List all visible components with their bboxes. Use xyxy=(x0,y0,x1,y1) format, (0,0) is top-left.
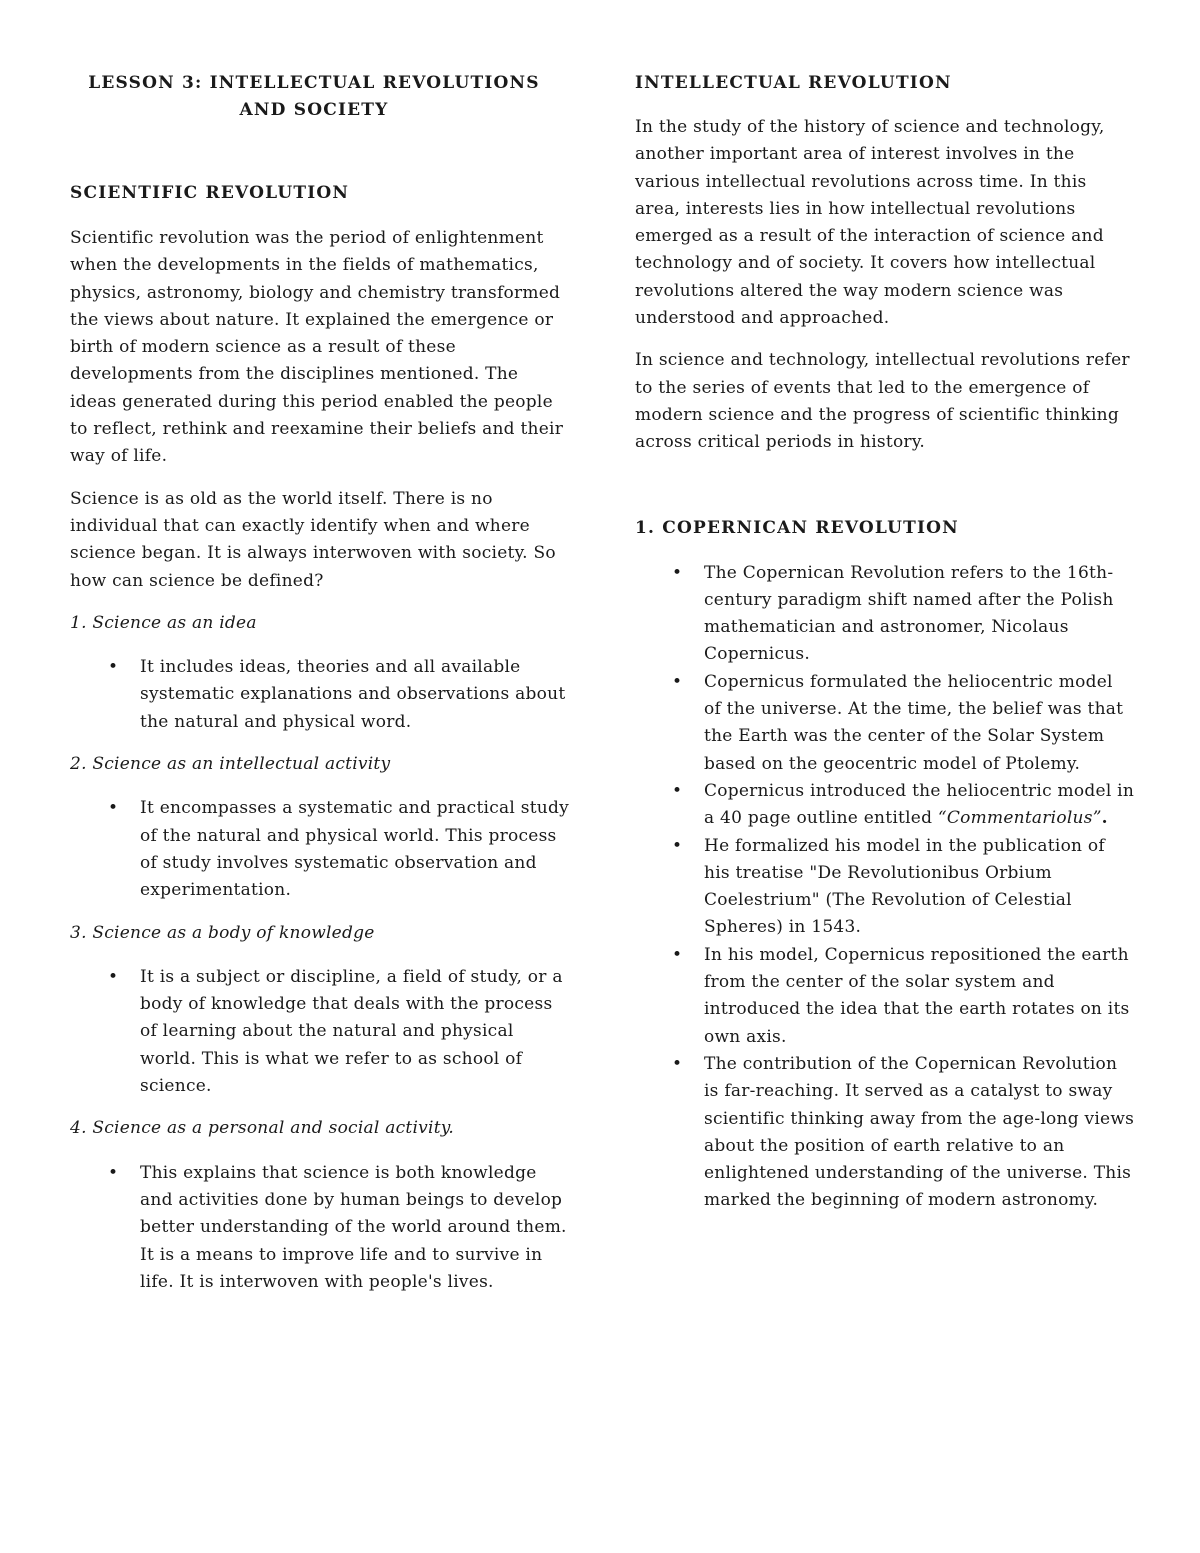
copernican-bullet-3-text: Copernicus introduced the heliocentric model in a 40 page outline entitled xyxy=(704,780,1135,829)
right-column xyxy=(635,70,1135,1215)
copernican-bullet-4: • He formalized his model in the publication of his treatise "De Revolutionibus Orbium Coelestrium" (The Revolution of Celestial Spheres) in 1543. xyxy=(634,833,1135,942)
definition-4-bullet: • This explains that science is both knowledge and activities done by human beings to develop better understanding of the world around them. It is a means to improve life and to survive in life. It is interwoven with people's lives. xyxy=(70,1160,570,1296)
copernican-bullet-1: • The Copernican Revolution refers to the 16th-century paradigm shift named after the Polish mathematician and astronomer, Nicolaus Copernicus. xyxy=(634,560,1135,669)
definition-2-list xyxy=(70,795,570,904)
copernican-bullet-5: • In his model, Copernicus repositioned the earth from the center of the solar system and introduced the idea that the earth rotates on its own axis. xyxy=(634,942,1135,1051)
scientific-revolution-paragraph: Scientific revolution was the period of enlightenment when the developments in the fields of mathematics, physics, astronomy, biology and chemistry transformed the views about nature. It explained the emergence or birth of modern science as a result of these developments from the disciplines mentioned. The ideas generated during this period enabled the people to reflect, rethink and reexamine their beliefs and their way of life. xyxy=(70,228,564,467)
commentariolus-title: “Commentariolus” xyxy=(937,808,1102,829)
copernican-bullet-6: • The contribution of the Copernican Revolution is far-reaching. It served as a catalyst to sway scientific thinking away from the age-long views about the position of earth relative to an enlightened understanding of the universe. This marked the beginning of modern astronomy. xyxy=(634,1051,1135,1215)
definition-heading-4: 4. Science as a personal and social activity. xyxy=(70,1118,455,1139)
lesson-title-line-2: AND SOCIETY xyxy=(239,100,389,120)
intellectual-revolution-paragraph-1: In the study of the history of science and technology, another important area of interest involves in the various intellectual revolutions across time. In this area, interests lies in how intellectual revolutions emerged as a result of the interaction of science and technology and of society. It covers how intellectual revolutions altered the way modern science was understood and approached. xyxy=(635,117,1105,329)
definition-1-bullet: • It includes ideas, theories and all available systematic explanations and observations about the natural and physical word. xyxy=(70,654,570,736)
definition-3-list xyxy=(70,964,570,1100)
copernican-bullet-list xyxy=(634,560,1135,1215)
copernican-bullet-3 xyxy=(634,778,1135,833)
lesson-title-line-1: LESSON 3: INTELLECTUAL REVOLUTIONS xyxy=(88,73,540,93)
copernican-revolution-heading: 1. COPERNICAN REVOLUTION xyxy=(635,517,959,538)
definition-3-bullet: • It is a subject or discipline, a field of study, or a body of knowledge that deals with the process of learning about the natural and physical world. This is what we refer to as school of science. xyxy=(70,964,570,1100)
definition-heading-3: 3. Science as a body of knowledge xyxy=(70,922,375,943)
definition-4-list xyxy=(70,1160,570,1296)
lesson-title xyxy=(70,70,570,124)
definition-1-list xyxy=(70,654,570,736)
left-column xyxy=(70,70,570,1296)
copernican-bullet-2: • Copernicus formulated the heliocentric model of the universe. At the time, the belief was that the Earth was the center of the Solar System based on the geocentric model of Ptolemy. xyxy=(634,669,1135,778)
science-origin-paragraph: Science is as old as the world itself. There is no individual that can exactly identify when and where science began. It is always interwoven with society. So how can science be defined? xyxy=(70,488,556,591)
scientific-revolution-heading: SCIENTIFIC REVOLUTION xyxy=(70,183,350,203)
intellectual-revolution-paragraph-2: In science and technology, intellectual revolutions refer to the series of events that led to the emergence of modern science and the progress of scientific thinking across critical periods in history. xyxy=(635,350,1130,453)
definition-heading-1: 1. Science as an idea xyxy=(70,612,257,633)
definition-2-bullet: • It encompasses a systematic and practical study of the natural and physical world. This process of study involves systematic observation and experimentation. xyxy=(70,795,570,904)
definition-heading-2: 2. Science as an intellectual activity xyxy=(70,754,391,775)
copernican-bullet-3-period: . xyxy=(1101,808,1108,829)
intellectual-revolution-heading: INTELLECTUAL REVOLUTION xyxy=(635,73,952,93)
